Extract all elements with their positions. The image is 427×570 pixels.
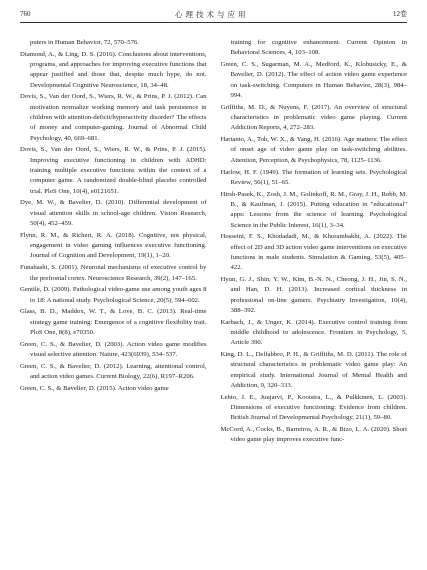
reference-entry: Green, C. S., & Bavelier, D. (2015). Action video game xyxy=(20,385,169,392)
reference-entry: Gentile, D. (2009). Pathological video-game use among youth ages 8 to 18: A national study. Psychological Science, 20(5), 594–602. xyxy=(20,286,207,304)
reference-entry: Lehto, J. E., Juujarvi, P., Kooistra, L., & Pulkkinen, L. (2003). Dimensions of executive functioning: Evidence from children. British Journal of Developmental Psychology, 21(1), 59–80. xyxy=(220,393,407,422)
reference-column-right xyxy=(221,38,408,560)
reference-entry: Dovis, S., Van der Oord, S., Wiers, R. W., & Prins, P. J. (2012). Can motivation normalize working memory and task persistence in children with attention-deficit/hyperactivity disorder? The effects of money and computer-gaming. Journal of Abnormal Child Psychology, 40, 669–681. xyxy=(20,93,207,142)
reference-entry: training for cognitive enhancement. Current Opinion in Behavioral Sciences, 4, 103–108. xyxy=(230,39,407,57)
reference-entry: Dovis, S., Van der Oord, S., Wiers, R. W., & Prins, P. J. (2015). Improving executive functioning in children with ADHD: training multiple executive functions within the context of a computer game. A randomized double-blind placebo controlled trial. PloS One, 10(4), e0121651. xyxy=(20,146,207,195)
reference-entry: King, D. L., Delfabbro, P. H., & Griffiths, M. D. (2011). The role of structural characteristics in problematic video game play: An empirical study. International Journal of Mental Health and Addiction, 9, 320–333. xyxy=(220,351,407,389)
journal-title: 心理技术与应用 xyxy=(175,9,249,19)
reference-entry: Diamond, A., & Ling, D. S. (2016). Conclusions about interventions, programs, and approaches for improving executive functions that appear justified and those that, despite much hype, do not. Developmental Cognitive Neuroscience, 18, 34–48. xyxy=(20,50,207,89)
reference-entry: Dye, M. W., & Bavelier, D. (2010). Differential development of visual attention skills in school-age children. Vision Research, 50(4), 452–459. xyxy=(20,199,207,228)
reference-entry: Hyun, G. J., Shin, Y. W., Kim, B.-N. N., Cheong, J. H., Jin, S. N., and Han, D. H. (2013). Increased cortical thickness in professional on-line gamers. Psychiatry Investigation, 10(4), 388–392. xyxy=(220,276,407,314)
reference-entry: Hosseini, F. S., Khodadadi, M., & Khorambakht, A. (2022). The effect of 2D and 3D action video game interventions on executive functions in male students. Simulation & Gaming, 53(5), 405–422. xyxy=(220,233,407,272)
reference-entry: Green, C. S., & Bavelier, D. (2003). Action video game modifies visual selective attention. Nature, 423(6939), 534–537. xyxy=(20,340,207,359)
reference-entry: Griffiths, M. D., & Nuyens, F. (2017). An overview of structural characteristics in problematic video game playing. Current Addiction Reports, 4, 272–283. xyxy=(220,103,407,132)
running-header xyxy=(20,6,407,23)
page-number: 760 xyxy=(20,10,31,18)
reference-entry: Karbach, J., & Unger, K. (2014). Executive control training from middle childhood to adolescence. Frontiers in Psychology, 5, Article 390. xyxy=(220,318,407,347)
reference-entry: McCord, A., Cocks, B., Barreiros, A. R., & Bizo, L. A. (2020). Short video game play improves executive func- xyxy=(220,426,407,444)
reference-column-left xyxy=(20,38,207,560)
reference-entry: Hirsh-Pasek, K., Zosh, J. M., Golinkoff, R. M., Gray, J. H., Robb, M. B., & Kaufman, J. (2015). Putting education in "educational" apps: Lessons from the science of learning. Psychological Science in the Public Interest, 16(1), 3–34. xyxy=(220,190,407,229)
reference-entry: Hartanto, A., Toh, W. X., & Yang, H. (2016). Age matters: The effect of onset age of video game play on task-switching abilities. Attention, Perception, & Psychophysics, 78, 1125–1136. xyxy=(220,136,407,164)
reference-entry: Funahashi, S. (2001). Neuronal mechanisms of executive control by the prefrontal cortex. Neuroscience Research, 39(2), 147–165. xyxy=(20,264,207,282)
reference-entry: Green, C. S., Sugarman, M. A., Medford, K., Klobusicky, E., & Bavelier, D. (2012). The effect of action video game experience on task-switching. Computers in Human Behavior, 28(3), 984–994. xyxy=(220,61,407,99)
reference-columns xyxy=(20,38,407,560)
reference-entry: puters in Human Behavior, 72, 570–576. xyxy=(30,39,139,46)
volume-label: 12卷 xyxy=(393,10,407,18)
reference-entry: Green, C. S., & Bavelier, D. (2012). Learning, attentional control, and action video games. Current Biology, 22(6), R197–R206. xyxy=(20,362,207,381)
reference-entry: Flynn, R. M., & Richert, R. A. (2018). Cognitive, not physical, engagement in video gaming influences executive functioning. Journal of Cognition and Development, 19(1), 1–20. xyxy=(20,231,207,260)
reference-entry: Glass, B. D., Maddox, W. T., & Love, B. C. (2013). Real-time strategy game training: Emergence of a cognitive flexibility trait. PloS One, 8(8), e70350. xyxy=(20,308,207,337)
reference-entry: Harlow, H. F. (1949). The formation of learning sets. Psychological Review, 56(1), 51–65. xyxy=(220,168,407,186)
